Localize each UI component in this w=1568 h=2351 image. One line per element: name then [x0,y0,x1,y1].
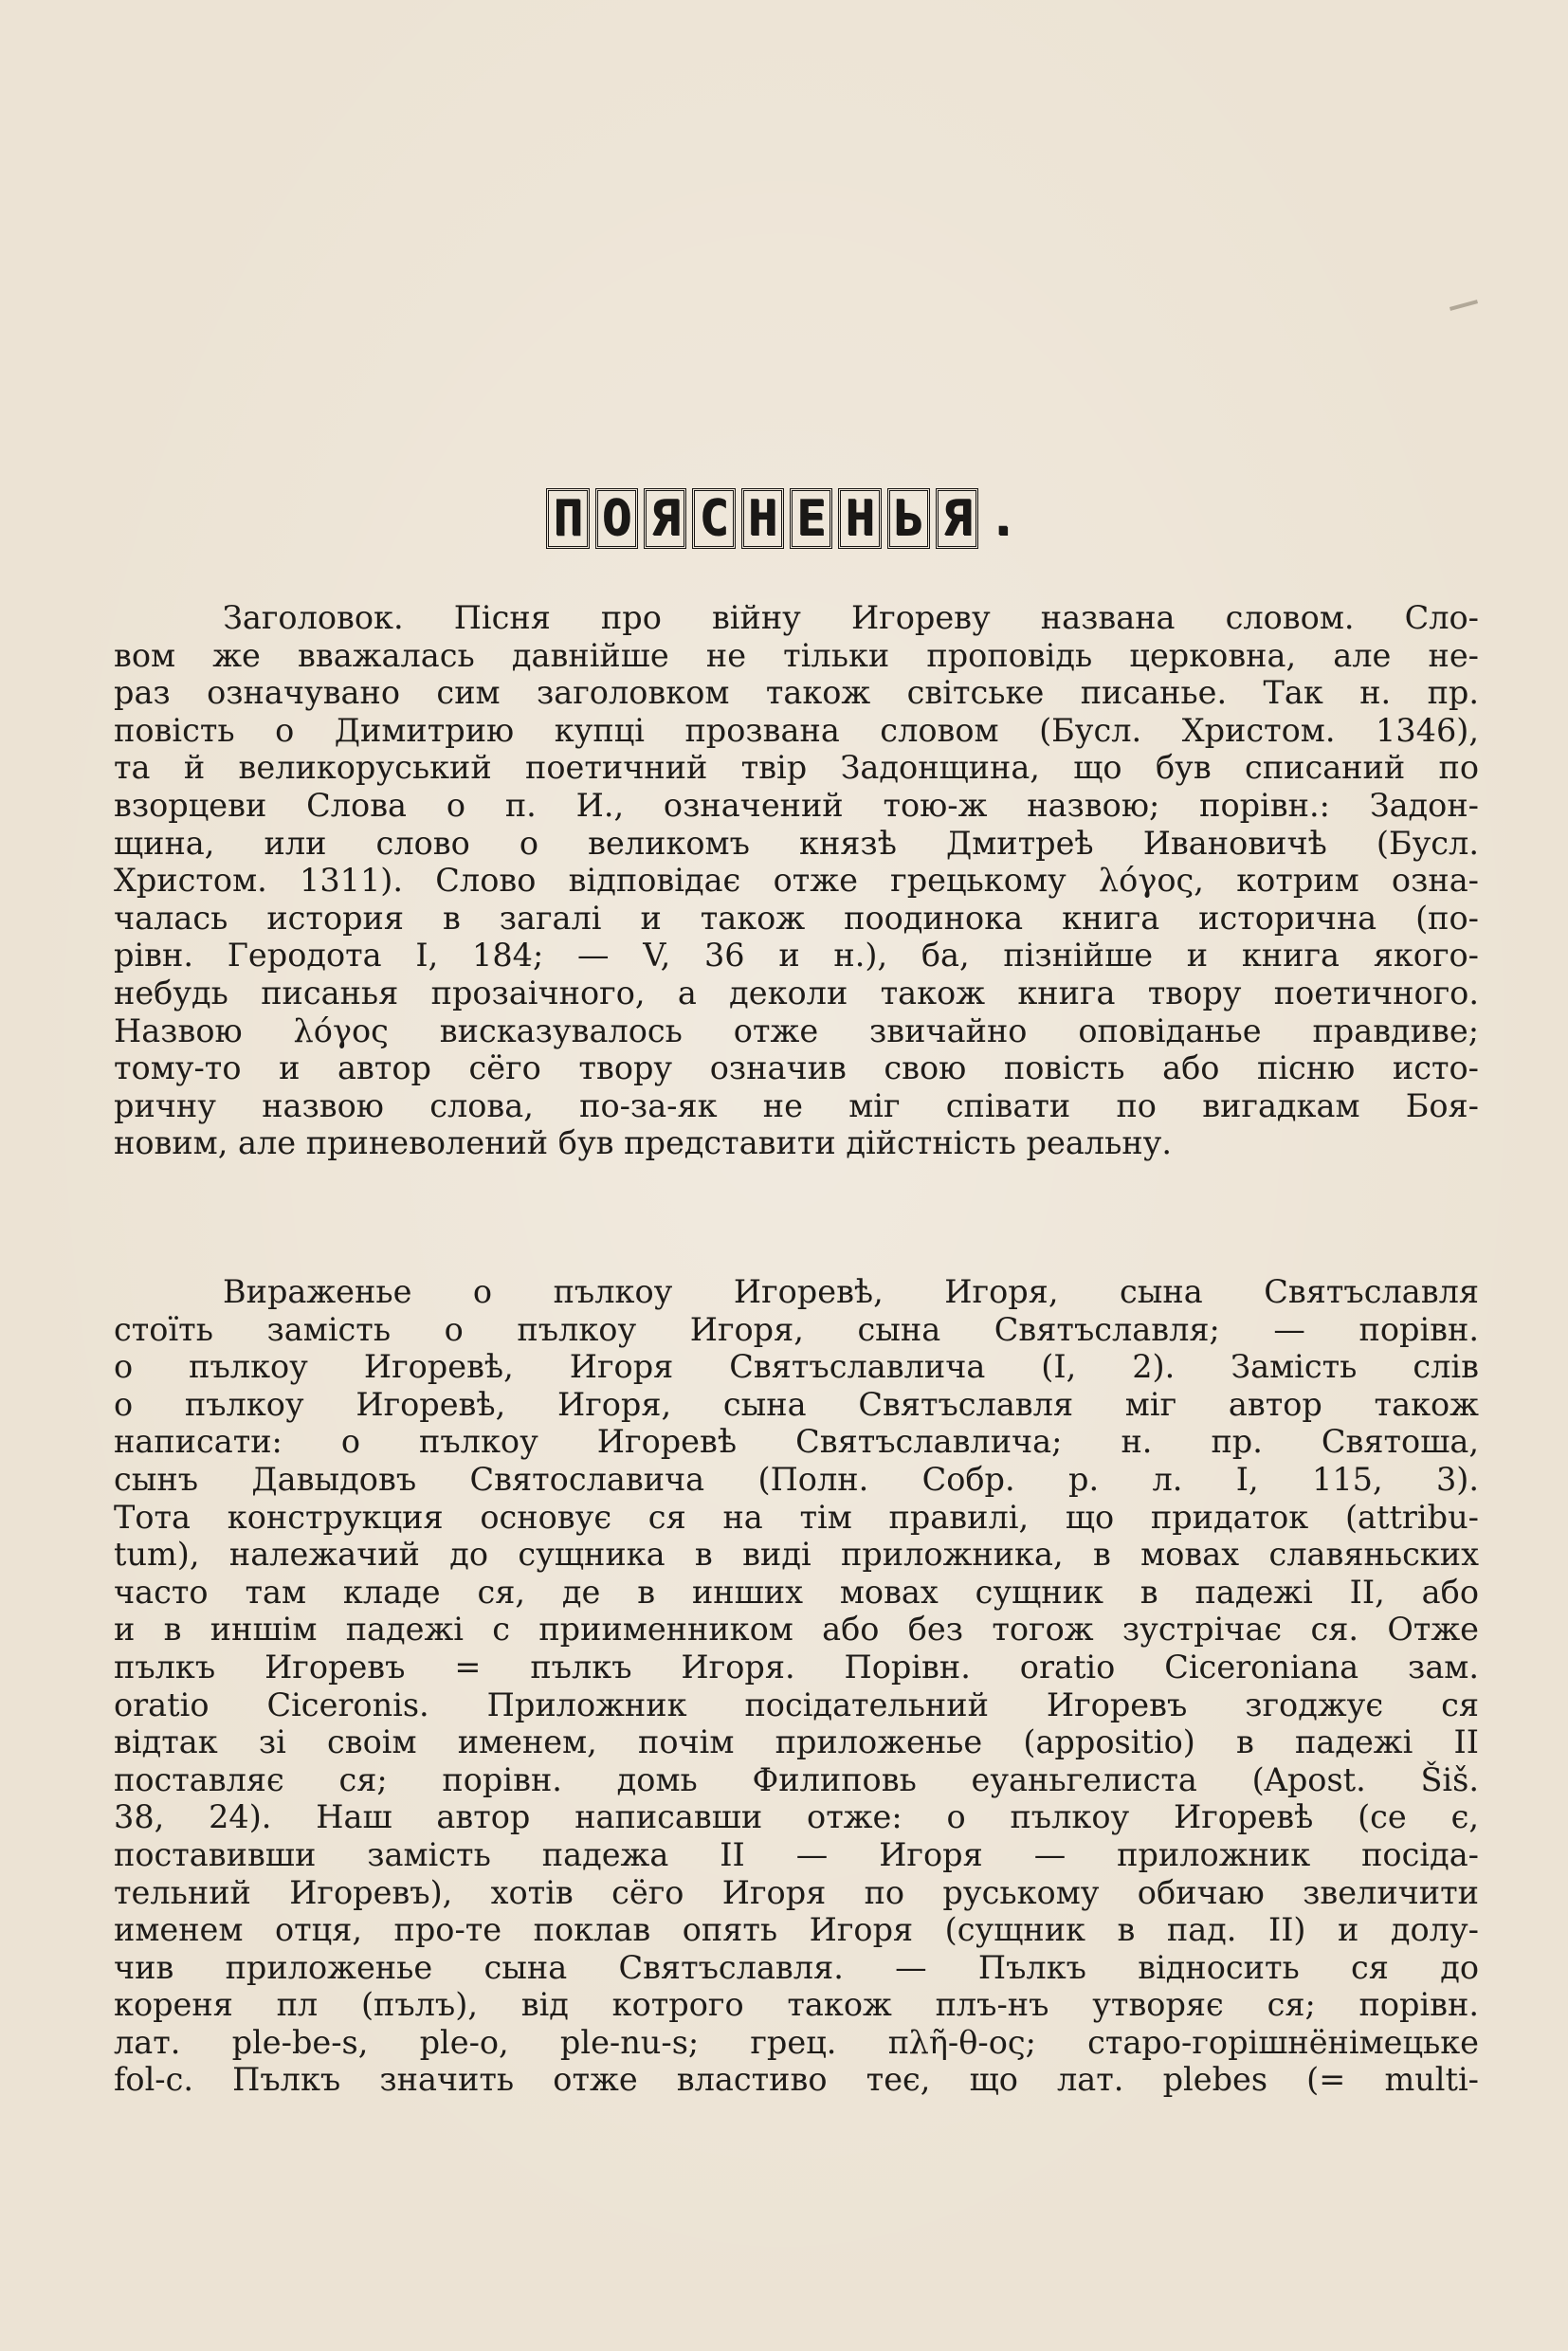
text-line: и в иншім падежі с приименником або без тогож зустрічає ся. Отже [114,1611,1479,1649]
text-line: лат. ple-be-s, ple-o, ple-nu-s; грец. πλῆ-θ-ος; старо-горішнёнімецьке [114,2023,1479,2061]
text-line: oratio Ciceronis. Приложник посідательний Игоревъ згоджує ся [114,1686,1479,1723]
paper-mark [1449,300,1478,311]
text-line: о пълкоу Игоревѣ, Игоря, сына Святъславля міг автор також [114,1385,1479,1423]
text-line: поставляє ся; порівн. домь Филиповь еуаньгелиста (Apost. Šiš. [114,1760,1479,1798]
text-line: раз означувано сим заголовком також світське писанье. Так н. пр. [114,674,1479,712]
text-line: о пълкоу Игоревѣ, Игоря Святъславлича (I, 2). Замість слів [114,1348,1479,1386]
text-line: щина, или слово о великомъ князѣ Дмитреѣ Ивановичѣ (Бусл. [114,824,1479,862]
text-line: ричну назвою слова, по-за-як не міг співати по вигадкам Боя- [114,1086,1479,1124]
title-letter: Е [790,488,832,549]
page-title [0,488,1568,549]
text-line: поставивши замість падежа II — Игоря — приложник посіда- [114,1835,1479,1873]
title-letter: О [595,488,638,549]
text-line: Тота конструкция основує ся на тім правилі, що придаток (attribu- [114,1498,1479,1536]
title-letter: . [988,490,1018,547]
text-line: взорцеви Слова о п. И., означений тою-ж назвою; порівн.: Задон- [114,786,1479,824]
text-line: рівн. Геродота I, 184; — V, 36 и н.), ба, пізнійше и книга якого- [114,937,1479,975]
text-line: кореня пл (пълъ), від котрого також плъ-нъ утворяє ся; порівн. [114,1986,1479,2024]
title-letter: Н [838,488,881,549]
text-line: Заголовок. Пісня про війну Игореву названа словом. Сло- [223,599,1479,636]
text-line: відтак зі своім именем, почім приложенье (appositio) в падежі II [114,1723,1479,1761]
paragraph-expression-explanation [114,1273,1479,2099]
text-line: небудь писанья прозаічного, а деколи також книга твору поетичного. [114,974,1479,1011]
title-letter: С [692,488,735,549]
text-line: tum), належачий до сущника в виді приложника, в мовах славяньских [114,1536,1479,1574]
text-line: та й великоруський поетичний твір Задонщина, що був списаний по [114,749,1479,787]
text-line: сынъ Давыдовъ Святославича (Полн. Собр. р. л. I, 115, 3). [114,1460,1479,1498]
text-line: тельний Игоревъ), хотів сёго Игоря по руському обичаю звеличити [114,1873,1479,1911]
text-line: чалась история в загалі и також поодинока книга исторична (по- [114,899,1479,937]
text-line: Назвою λόγος висказувалось отже звичайно оповіданье правдиве; [114,1011,1479,1049]
text-line: повість о Димитрию купці прозвана словом (Бусл. Христом. 1346), [114,711,1479,749]
text-line: вом же вважалась давнійше не тільки проповідь церковна, але не- [114,636,1479,674]
text-line: тому-то и автор сёго твору означив свою повість або пісню исто- [114,1049,1479,1087]
text-line: новим, але приневолений був представити дійстність реальну. [114,1124,1173,1162]
text-line: чив приложенье сына Святъславля. — Пълкъ відносить ся до [114,1948,1479,1986]
title-text [543,488,1024,549]
text-line: Вираженье о пълкоу Игоревѣ, Игоря, сына Святъславля [223,1273,1479,1310]
text-line: именем отця, про-те поклав опять Игоря (сущник в пад. II) и долу- [114,1911,1479,1949]
title-letter: П [546,488,589,549]
text-line: часто там кладе ся, де в инших мовах сущник в падежі II, або [114,1573,1479,1611]
text-line: fol-c. Пълкъ значить отже властиво теє, що лат. plebes (= multi- [114,2061,1479,2099]
title-letter: Я [936,488,978,549]
text-line: стоїть замість о пълкоу Игоря, сына Святъславля; — порівн. [114,1310,1479,1348]
text-line: написати: о пълкоу Игоревѣ Святъславлича; н. пр. Святоша, [114,1423,1479,1461]
title-letter: Я [644,488,686,549]
text-line: Христом. 1311). Слово відповідає отже грецькому λόγος, котрим озна- [114,862,1479,900]
paragraph-heading-explanation [114,599,1479,1162]
text-line: 38, 24). Наш автор написавши отже: о пълкоу Игоревѣ (се є, [114,1798,1479,1836]
title-letter: Ь [887,488,930,549]
title-letter: Н [741,488,784,549]
text-line: пълкъ Игоревъ = пълкъ Игоря. Порівн. oratio Ciceroniana зам. [114,1648,1479,1686]
